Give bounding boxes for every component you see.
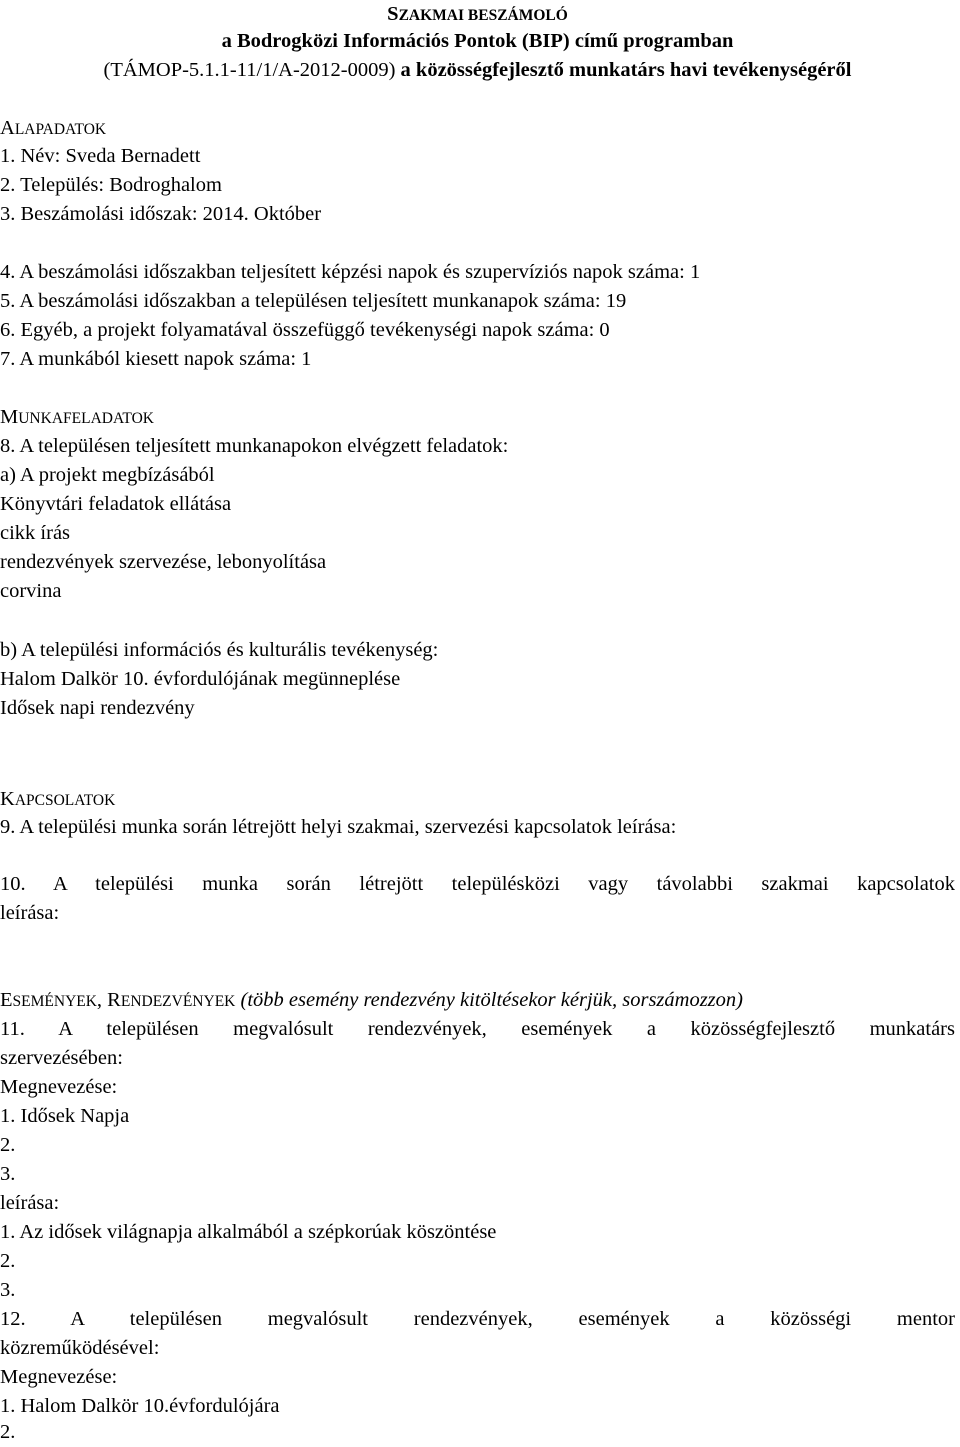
item-10-cont: leírása:: [0, 902, 60, 924]
item-7: 7. A munkából kiesett napok száma: 1: [0, 348, 312, 370]
project-title: (TÁMOP-5.1.1-11/1/A-2012-0009) a közösségfejlesztő munkatárs havi tevékenységéről: [103, 59, 852, 81]
item-12-cont: közreműködésével:: [0, 1337, 160, 1359]
megnevezese-label: Megnevezése:: [0, 1076, 118, 1098]
item-8: 8. A településen teljesített munkanapokon elvégzett feladatok:: [0, 435, 509, 457]
field-settlement: 2. Település: Bodroghalom: [0, 174, 222, 196]
event-description: 1. Az idősek világnapja alkalmából a szépkorúak köszöntése: [0, 1221, 497, 1243]
item-4: 4. A beszámolási időszakban teljesített képzési napok és szupervíziós napok száma: 1: [0, 261, 701, 283]
megnevezese-label: Megnevezése:: [0, 1366, 118, 1388]
field-period: 3. Beszámolási időszak: 2014. Október: [0, 203, 322, 225]
item-11-cont: szervezésében:: [0, 1047, 123, 1069]
field-name: 1. Név: Sveda Bernadett: [0, 145, 201, 167]
item-12: 12. A településen megvalósult rendezvények, események a közösségi mentor: [0, 1308, 955, 1330]
section-heading-alapadatok: ALAPADATOK: [0, 117, 107, 139]
section-heading-esemenyek: ESEMÉNYEK, RENDEZVÉNYEK (több esemény rendezvény kitöltésekor kérjük, sorszámozzon): [0, 989, 743, 1011]
task-line: rendezvények szervezése, lebonyolítása: [0, 551, 327, 573]
task-line: Idősek napi rendezvény: [0, 697, 195, 719]
event-name: 2.: [0, 1134, 16, 1156]
event-name: 1. Idősek Napja: [0, 1105, 130, 1127]
task-line: cikk írás: [0, 522, 71, 544]
program-title: a Bodrogközi Információs Pontok (BIP) című programban: [221, 30, 734, 52]
section-heading-munkafeladatok: MUNKAFELADATOK: [0, 406, 155, 428]
report-title: SZAKMAI BESZÁMOLÓ: [387, 3, 568, 25]
task-line: a) A projekt megbízásából: [0, 464, 215, 486]
event-name: 3.: [0, 1163, 16, 1185]
item-5: 5. A beszámolási időszakban a településen teljesített munkanapok száma: 19: [0, 290, 627, 312]
item-6: 6. Egyéb, a projekt folyamatával összefüggő tevékenységi napok száma: 0: [0, 319, 610, 341]
item-9: 9. A települési munka során létrejött helyi szakmai, szervezési kapcsolatok leírása:: [0, 816, 677, 838]
task-line: Halom Dalkör 10. évfordulójának megünneplése: [0, 668, 401, 690]
task-line: Könyvtári feladatok ellátása: [0, 493, 232, 515]
event-name: 1. Halom Dalkör 10.évfordulójára: [0, 1395, 280, 1417]
item-10: 10. A települési munka során létrejött településközi vagy távolabbi szakmai kapcsolatok: [0, 873, 955, 895]
leirasa-label: leírása:: [0, 1192, 60, 1214]
section-heading-kapcsolatok: KAPCSOLATOK: [0, 788, 116, 810]
event-description: 2.: [0, 1250, 16, 1272]
item-11: 11. A településen megvalósult rendezvények, események a közösségfejlesztő munkatárs: [0, 1018, 955, 1040]
event-name: 2.: [0, 1421, 16, 1443]
task-line: b) A települési információs és kulturális tevékenység:: [0, 639, 439, 661]
task-line: corvina: [0, 580, 62, 602]
event-description: 3.: [0, 1279, 16, 1301]
